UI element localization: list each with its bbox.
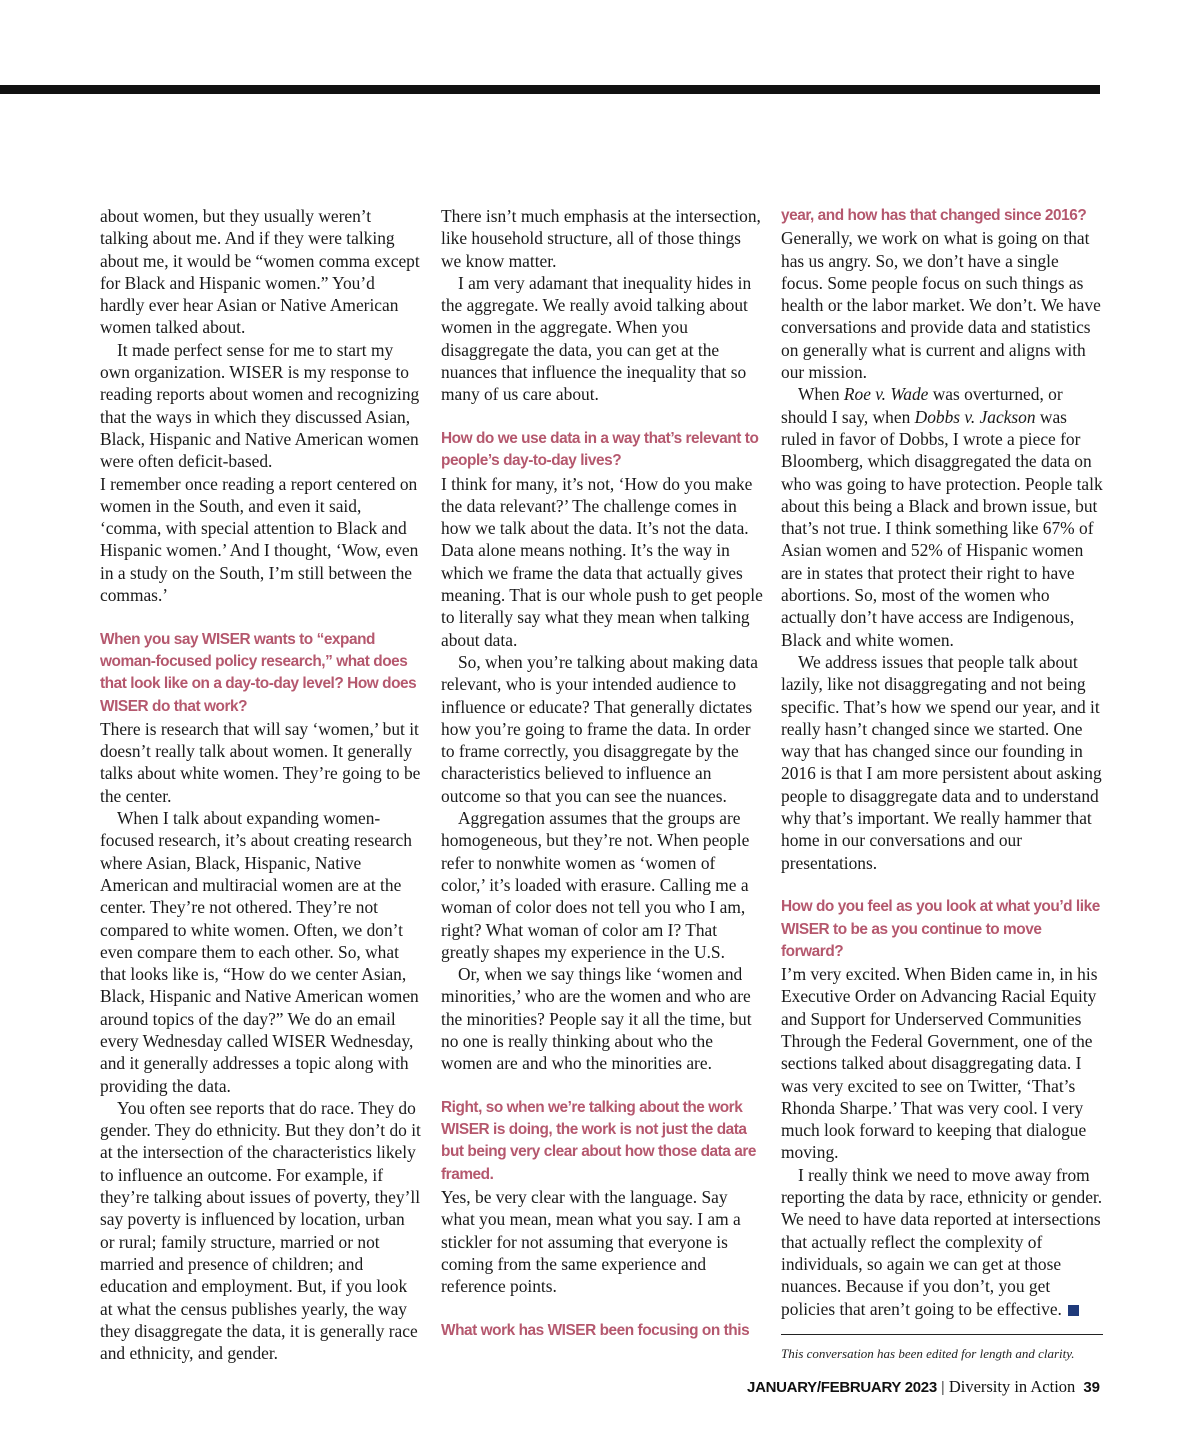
body-paragraph: There is research that will say ‘women,’ but it doesn’t really talk about women. It generally talks about white women. They’re going to be the center.	[100, 718, 421, 806]
body-paragraph: about women, but they usually weren’t talking about me. And if they were talking about me, it would be “women comma except for Black and Hispanic women.” You’d hardly ever hear Asian or Native American women talked about.	[100, 206, 420, 338]
question-heading: How do you feel as you look at what you’d like WISER to be as you continue to move forward?	[781, 898, 1100, 960]
body-paragraph: Yes, be very clear with the language. Say what you mean, mean what you say. I am a stickler for not assuming that everyone is coming from the same experience and reference points.	[441, 1187, 741, 1297]
body-paragraph: You often see reports that do race. They do gender. They do ethnicity. But they don’t do it at the intersection of the characteristics likely to influence an outcome. For example, if they’re talking about issues of poverty, they’ll say poverty is influenced by location, urban or rural; family structure, married or not married and presence of children; and education and employment. But, if you look at what the census publishes yearly, the way they disaggregate the data, it is generally race and ethnicity, and gender.	[100, 1097, 421, 1364]
question-heading: What work has WISER been focusing on this	[441, 1321, 750, 1339]
top-rule	[0, 85, 1100, 94]
body-paragraph: When Roe v. Wade was overturned, or should I say, when Dobbs v. Jackson was ruled in favor of Dobbs, I wrote a piece for Bloomberg, which disaggregated the data on who was going to have protection. People talk about this being a Black and brown issue, but that’s not true. I think something like 67% of Asian women and 52% of Hispanic women are in states that protect their right to have abortions. So, most of the women who actually don’t have access are Indigenous, Black and white women.	[781, 384, 1103, 650]
column-3	[781, 205, 1103, 1363]
body-paragraph: I really think we need to move away from reporting the data by race, ethnicity or gender. We need to have data reported at intersections that actually reflect the complexity of individuals, so again we can get at those nuances. Because if you don’t, you get policies that aren’t going to be effective.	[781, 1164, 1103, 1319]
magazine-name: Diversity in Action	[948, 1377, 1076, 1396]
section-gap	[441, 406, 763, 428]
body-paragraph: It made perfect sense for me to start my own organization. WISER is my response to reading reports about women and recognizing that the ways in which they discussed Asian, Black, Hispanic and Native American women were often deficit-based.	[100, 339, 420, 472]
page-number: 39	[1083, 1379, 1100, 1396]
note-divider	[781, 1334, 1103, 1335]
body-paragraph: I’m very excited. When Biden came in, in his Executive Order on Advancing Racial Equity and Support for Underserved Communities Through the Federal Government, one of the sections talked about disaggregating data. I was very excited to see on Twitter, ‘That’s Rhonda Sharpe.’ That was very cool. I very much look forward to keeping that dialogue moving.	[781, 964, 1098, 1163]
section-gap	[441, 1075, 763, 1097]
section-gap	[100, 606, 422, 628]
body-paragraph: Or, when we say things like ‘women and minorities,’ who are the women and who are the minorities? People say it all the time, but no one is really thinking about who the women are and who the minorities are.	[441, 964, 752, 1074]
column-2	[441, 205, 763, 1342]
body-paragraph: So, when you’re talking about making data relevant, who is your intended audience to influence or educate? That generally dictates how you’re going to frame the data. In order to frame correctly, you disaggregate by the characteristics believed to influence an outcome so that you can see the nuances.	[441, 651, 758, 806]
section-gap	[781, 874, 1103, 896]
editor-note: This conversation has been edited for length and clarity.	[781, 1345, 1075, 1361]
body-paragraph: I remember once reading a report centered on women in the South, and even it said, ‘comma, with special attention to Black and Hispanic women.’ And I thought, ‘Wow, even in a study on the South, I’m still between the commas.’	[100, 473, 419, 606]
issue-date: JANUARY/FEBRUARY 2023	[747, 1379, 937, 1396]
case-name: Dobbs v. Jackson	[914, 406, 1036, 427]
page-footer	[747, 1377, 1100, 1397]
body-paragraph: Aggregation assumes that the groups are homogeneous, but they’re not. When people refer to nonwhite women as ‘women of color,’ it’s loaded with erasure. Calling me a woman of color does not tell you who I am, right? What woman of color am I? That greatly shapes my experience in the U.S.	[441, 808, 750, 962]
body-paragraph: I think for many, it’s not, ‘How do you make the data relevant?’ The challenge comes in how we talk about the data. It’s not the data. Data alone means nothing. It’s the way in which we frame the data that actually gives meaning. That is our whole push to get people to literally say what they mean when talking about data.	[441, 473, 763, 650]
body-paragraph: There isn’t much emphasis at the intersection, like household structure, all of those things we know matter.	[441, 206, 761, 271]
question-heading: How do we use data in a way that’s relevant to people’s day-to-day lives?	[441, 429, 759, 470]
body-paragraph: Generally, we work on what is going on that has us angry. So, we don’t have a single focus. Some people focus on such things as health or the labor market. We don’t. We have conversations and provide data and statistics on generally what is current and aligns with our mission.	[781, 228, 1101, 383]
question-heading: Right, so when we’re talking about the work WISER is doing, the work is not just the data but being very clear about how those data are framed.	[441, 1098, 757, 1183]
column-3-body	[781, 205, 1103, 1320]
body-paragraph: I am very adamant that inequality hides in the aggregate. We really avoid talking about women in the aggregate. When you disaggregate the data, you can get at the nuances that influence the inequality that so many of us care about.	[441, 272, 752, 405]
section-gap	[441, 1298, 763, 1320]
body-paragraph: When I talk about expanding women-focused research, it’s about creating research where Asian, Black, Hispanic, Native American and multiracial women are at the center. They’re not othered. They’re not compared to white women. Often, we don’t even compare them to each other. So, what that looks like is, “How do we center Asian, Black, Hispanic and Native American women around topics of the day?” We do an email every Wednesday called WISER Wednesday, and it generally addresses a topic along with providing the data.	[100, 808, 419, 1096]
footer-separator: |	[940, 1379, 945, 1396]
column-1	[100, 205, 422, 1364]
case-name: Roe v. Wade	[843, 384, 929, 405]
question-heading: When you say WISER wants to “expand woman-focused policy research,” what does that look like on a day-to-day level? How does WISER do that work?	[100, 630, 417, 715]
body-paragraph: We address issues that people talk about lazily, like not disaggregating and not being specific. That’s how we spend our year, and it really hasn’t changed since we started. One way that has changed since our founding in 2016 is that I am more persistent about asking people to disaggregate data and to understand why that’s important. We really hammer that home in our conversations and our presentations.	[781, 651, 1102, 873]
question-heading: year, and how has that changed since 2016?	[781, 207, 1087, 224]
end-square-icon	[1068, 1305, 1079, 1316]
